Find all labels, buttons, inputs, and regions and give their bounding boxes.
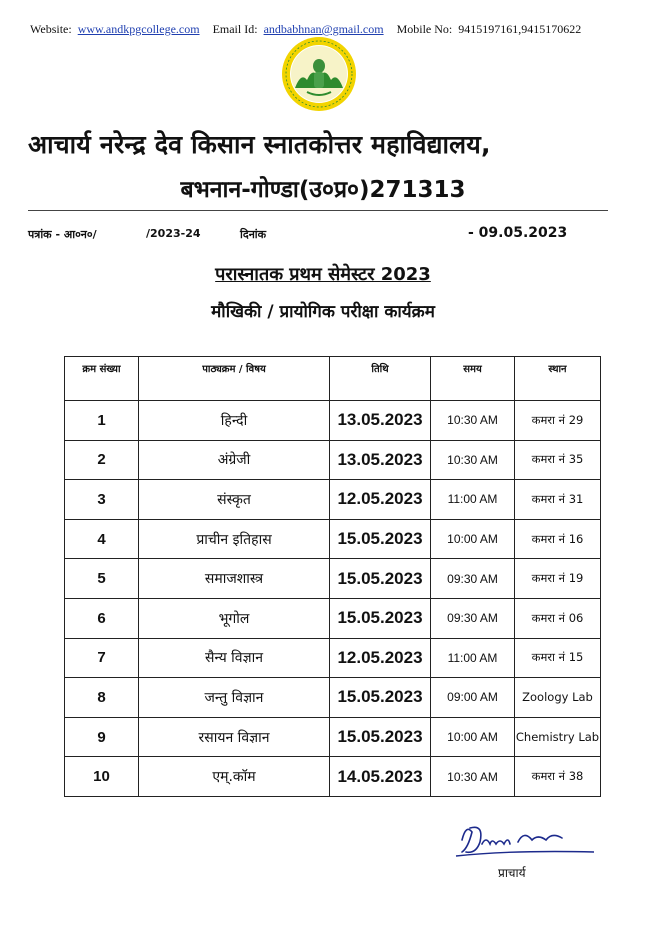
date-label: दिनांक: [240, 228, 267, 241]
date-cell: 15.05.2023: [330, 559, 431, 599]
subject-cell: हिन्दी: [139, 401, 330, 441]
date-cell: 15.05.2023: [330, 717, 431, 757]
college-name: आचार्य नरेन्द्र देव किसान स्नातकोत्तर महाविद्यालय,: [28, 130, 491, 159]
header-divider: [28, 210, 608, 211]
exam-title-line1: परास्नातक प्रथम सेमेस्टर 2023: [215, 264, 431, 285]
time-cell: 10:00 AM: [431, 519, 515, 559]
email-link[interactable]: andbabhnan@gmail.com: [263, 22, 384, 36]
place-cell: कमरा नं 35: [515, 440, 601, 480]
college-logo: [281, 36, 357, 112]
place-cell: Zoology Lab: [515, 678, 601, 718]
reference-line: [28, 227, 608, 245]
subject-cell: रसायन विज्ञान: [139, 717, 330, 757]
exam-title: [0, 262, 646, 286]
principal-signature: [452, 818, 602, 866]
date-cell: 12.05.2023: [330, 638, 431, 678]
mobile-label: Mobile No:: [396, 22, 453, 36]
table-row: [65, 559, 601, 599]
letter-date: - 09.05.2023: [468, 225, 568, 241]
date-cell: 14.05.2023: [330, 757, 431, 797]
date-cell: 12.05.2023: [330, 480, 431, 520]
serial-cell: 1: [65, 401, 139, 441]
serial-cell: 3: [65, 480, 139, 520]
place-cell: कमरा नं 16: [515, 519, 601, 559]
serial-cell: 4: [65, 519, 139, 559]
place-cell: कमरा नं 15: [515, 638, 601, 678]
table-header-row: [65, 357, 601, 401]
principal-designation: प्राचार्य: [498, 866, 526, 880]
subject-cell: एम्.कॉम: [139, 757, 330, 797]
date-cell: 15.05.2023: [330, 598, 431, 638]
time-cell: 10:30 AM: [431, 440, 515, 480]
subject-cell: सैन्य विज्ञान: [139, 638, 330, 678]
serial-cell: 8: [65, 678, 139, 718]
time-cell: 11:00 AM: [431, 480, 515, 520]
date-cell: 13.05.2023: [330, 440, 431, 480]
time-cell: 09:30 AM: [431, 559, 515, 599]
header-date: तिथि: [330, 357, 431, 401]
place-cell: कमरा नं 06: [515, 598, 601, 638]
table-row: [65, 757, 601, 797]
table-row: [65, 717, 601, 757]
date-cell: 13.05.2023: [330, 401, 431, 441]
serial-cell: 5: [65, 559, 139, 599]
header-subject: पाठ्यक्रम / विषय: [139, 357, 330, 401]
table-row: [65, 678, 601, 718]
place-cell: कमरा नं 29: [515, 401, 601, 441]
time-cell: 11:00 AM: [431, 638, 515, 678]
subject-cell: प्राचीन इतिहास: [139, 519, 330, 559]
contact-bar: [30, 22, 630, 37]
website-link[interactable]: www.andkpgcollege.com: [77, 22, 200, 36]
serial-cell: 9: [65, 717, 139, 757]
website-label: Website:: [30, 22, 72, 36]
schedule-table: [64, 356, 601, 797]
subject-cell: अंग्रेजी: [139, 440, 330, 480]
table-row: [65, 401, 601, 441]
college-address: बभनान-गोण्डा(उ०प्र०)271313: [180, 177, 466, 203]
date-cell: 15.05.2023: [330, 519, 431, 559]
table-row: [65, 598, 601, 638]
date-cell: 15.05.2023: [330, 678, 431, 718]
time-cell: 09:00 AM: [431, 678, 515, 718]
serial-cell: 6: [65, 598, 139, 638]
time-cell: 09:30 AM: [431, 598, 515, 638]
table-row: [65, 519, 601, 559]
table-row: [65, 480, 601, 520]
email-label: Email Id:: [212, 22, 258, 36]
header-place: स्थान: [515, 357, 601, 401]
exam-subtitle: मौखिकी / प्रायोगिक परीक्षा कार्यक्रम: [211, 302, 435, 322]
serial-cell: 2: [65, 440, 139, 480]
place-cell: कमरा नं 31: [515, 480, 601, 520]
table-row: [65, 638, 601, 678]
place-cell: कमरा नं 19: [515, 559, 601, 599]
mobile-number: 9415197161,9415170622: [458, 22, 582, 36]
serial-cell: 7: [65, 638, 139, 678]
place-cell: कमरा नं 38: [515, 757, 601, 797]
reference-session: /2023-24: [146, 227, 201, 240]
place-cell: Chemistry Lab: [515, 717, 601, 757]
serial-cell: 10: [65, 757, 139, 797]
reference-number-label: पत्रांक - आ०न०/: [28, 228, 97, 241]
subject-cell: समाजशास्त्र: [139, 559, 330, 599]
subject-cell: भूगोल: [139, 598, 330, 638]
time-cell: 10:30 AM: [431, 401, 515, 441]
header-time: समय: [431, 357, 515, 401]
subject-cell: जन्तु विज्ञान: [139, 678, 330, 718]
time-cell: 10:30 AM: [431, 757, 515, 797]
subject-cell: संस्कृत: [139, 480, 330, 520]
time-cell: 10:00 AM: [431, 717, 515, 757]
header-serial: क्रम संख्या: [65, 357, 139, 401]
table-row: [65, 440, 601, 480]
